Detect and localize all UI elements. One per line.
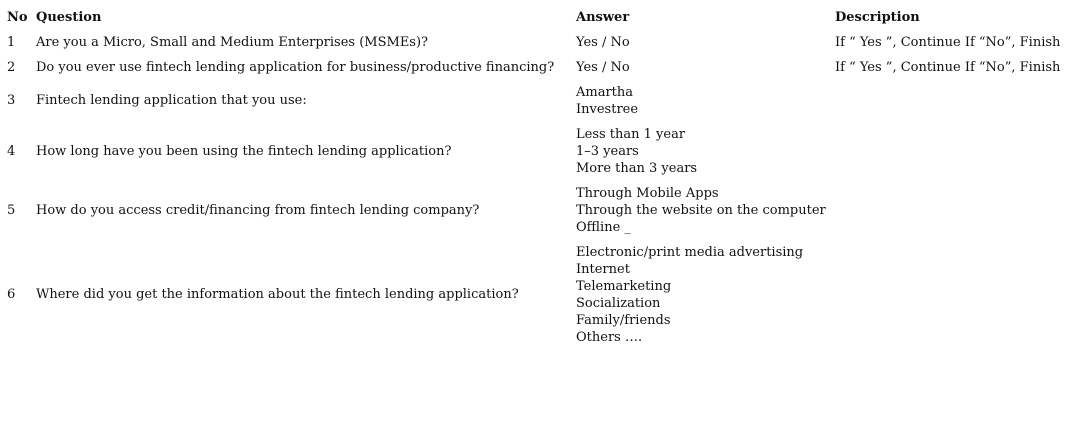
answer-options (576, 126, 697, 177)
question-text: Fintech lending application that you use: (36, 93, 307, 108)
answer-option: Family/friends (576, 313, 671, 328)
answer-options (576, 244, 803, 346)
table-row (0, 126, 1069, 177)
answer-option: Offline _ (576, 220, 631, 235)
answer-option: Through the website on the computer (576, 203, 826, 218)
table-header (0, 9, 1069, 26)
header-no: No (7, 10, 28, 25)
answer-options (576, 84, 638, 118)
row-number: 4 (7, 144, 16, 159)
answer-option: Yes / No (576, 35, 630, 50)
answer-option: Socialization (576, 296, 661, 311)
question-text: How long have you been using the fintech lending application? (36, 144, 452, 159)
answer-option: Through Mobile Apps (576, 186, 719, 201)
answer-option: Less than 1 year (576, 127, 686, 142)
answer-option: 1–3 years (576, 144, 639, 159)
table-row (0, 84, 1069, 118)
table-row (0, 34, 1069, 51)
answer-option: Others …. (576, 330, 643, 345)
question-text: How do you access credit/financing from fintech lending company? (36, 203, 480, 218)
header-answer: Answer (576, 10, 630, 25)
header-question: Question (36, 10, 102, 25)
question-text: Are you a Micro, Small and Medium Enterprises (MSMEs)? (36, 35, 429, 50)
header-description: Description (835, 10, 920, 25)
answer-option: Telemarketing (576, 279, 672, 294)
answer-option: More than 3 years (576, 161, 698, 176)
answer-options (576, 59, 630, 76)
description-text: If “ Yes ”, Continue If “No”, Finish (835, 35, 1061, 50)
row-number: 5 (7, 203, 16, 218)
table-row (0, 244, 1069, 346)
answer-options (576, 185, 826, 236)
answer-option: Internet (576, 262, 630, 277)
answer-option: Investree (576, 102, 639, 117)
question-text: Do you ever use fintech lending application for business/productive financing? (36, 60, 555, 75)
description-text: If “ Yes ”, Continue If “No”, Finish (835, 60, 1061, 75)
table-row (0, 185, 1069, 236)
row-number: 6 (7, 287, 16, 302)
row-number: 3 (7, 93, 16, 108)
question-text: Where did you get the information about the fintech lending application? (36, 287, 519, 302)
row-number: 1 (7, 35, 16, 50)
table-row (0, 59, 1069, 76)
row-number: 2 (7, 60, 16, 75)
answer-option: Yes / No (576, 60, 630, 75)
answer-options (576, 34, 630, 51)
answer-option: Amartha (576, 85, 634, 100)
answer-option: Electronic/print media advertising (576, 245, 804, 260)
